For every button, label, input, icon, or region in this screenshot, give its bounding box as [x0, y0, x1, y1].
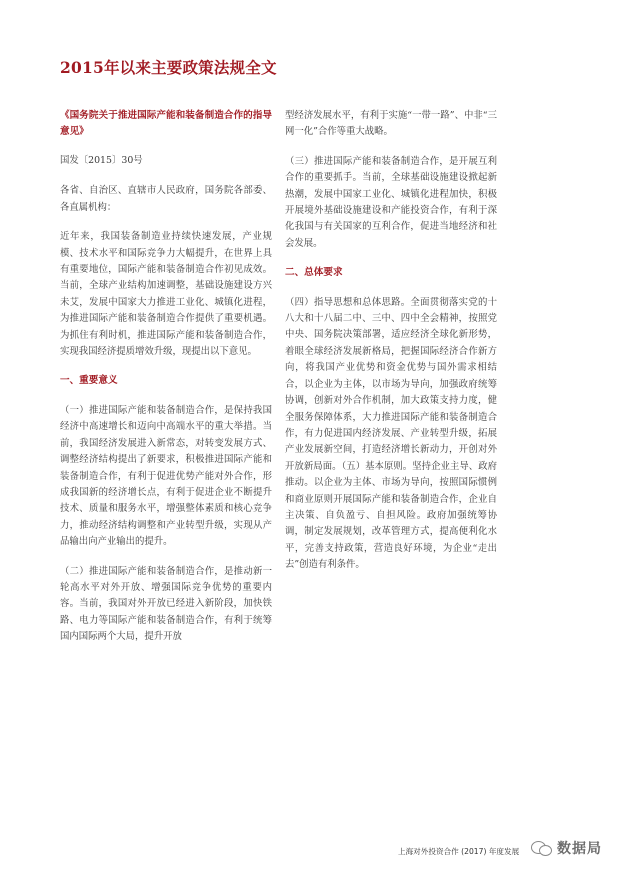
paragraph-3: （三）推进国际产能和装备制造合作，是开展互利合作的重要抓手。当前，全球基础设施建设掀起新热潮，发展中国家工业化、城镇化进程加快，积极开展境外基础设施建设和产能投资合作，有利于深化我国与有关国家的互利合作，促进当地经济和社会发展。: [285, 155, 497, 249]
recipients-paragraph: 各省、自治区、直辖市人民政府，国务院各部委、各直属机构：: [60, 185, 272, 213]
wechat-icon: [531, 839, 553, 857]
document-title: 《国务院关于推进国际产能和装备制造合作的指导意见》: [60, 110, 272, 137]
watermark: [531, 838, 602, 858]
section-heading-requirements: 二、总体要求: [285, 267, 343, 279]
paragraph-2-start: （二）推进国际产能和装备制造合作，是推动新一轮高水平对外开放、增强国际竞争优势的重要内容。当前，我国对外开放已经进入新阶段，加快铁路、电力等国际产能和装备制造合作，有利于统筹国内国际两个大局，提升开放: [60, 565, 272, 643]
watermark-text: 数据局: [557, 841, 602, 857]
left-column: [60, 108, 272, 659]
paragraph-1: （一）推进国际产能和装备制造合作，是保持我国经济中高速增长和迈向中高端水平的重大举措。当前，我国经济发展进入新常态，对转变发展方式、调整经济结构提出了新要求，积极推进国际产能和装备制造合作，有利于促进优势产能对外合作，形成我国新的经济增长点，有利于促进企业不断提升技术、质量和服务水平，增强整体素质和核心竞争力，推动经济结构调整和产业转型升级，实现从产品输出向产业输出的提升。: [60, 404, 272, 548]
paragraph-2-end: 型经济发展水平，有利于实施“一带一路”、中非“三网一化”合作等重大战略。: [285, 110, 497, 138]
page-title: 2015年以来主要政策法规全文: [60, 58, 277, 77]
section-heading-importance: 一、重要意义: [60, 375, 118, 387]
paragraph-4: （四）指导思想和总体思路。全面贯彻落实党的十八大和十八届二中、三中、四中全会精神，按照党中央、国务院决策部署，适应经济全球化新形势，着眼全球经济发展新格局，把握国际经济合作新方向，将我国产业优势和资金优势与国外需求相结合，以企业为主体，以市场为导向，加强政府统筹协调，创新对外合作机制，加大政策支持力度，健全服务保障体系，大力推进国际产能和装备制造合作，有力促进国内经济发展、产业转型升级，拓展产业发展新空间，打造经济增长新动力，开创对外开放新局面。（五）基本原则。坚持企业主导、政府推动。以企业为主体、市场为导向，按照国际惯例和商业原则开展国际产能和装备制造合作，企业自主决策、自负盈亏、自担风险。政府加强统筹协调，制定发展规划，改革管理方式，提高便利化水平，完善支持政策，营造良好环境，为企业“走出去”创造有利条件。: [285, 296, 497, 571]
intro-paragraph: 近年来，我国装备制造业持续快速发展，产业规模、技术水平和国际竞争力大幅提升，在世界上具有重要地位，国际产能和装备制造合作初见成效。当前，全球产业结构加速调整，基础设施建设方兴未艾，发展中国家大力推进工业化、城镇化进程，为推进国际产能和装备制造合作提供了重要机遇。为抓住有利时机，推进国际产能和装备制造合作，实现我国经济提质增效升级，现提出以下意见。: [60, 231, 272, 358]
document-number: 国发〔2015〕30号: [60, 155, 143, 166]
right-column: [285, 108, 497, 587]
footer-text: 上海对外投资合作 (2017) 年度发展: [398, 847, 520, 856]
